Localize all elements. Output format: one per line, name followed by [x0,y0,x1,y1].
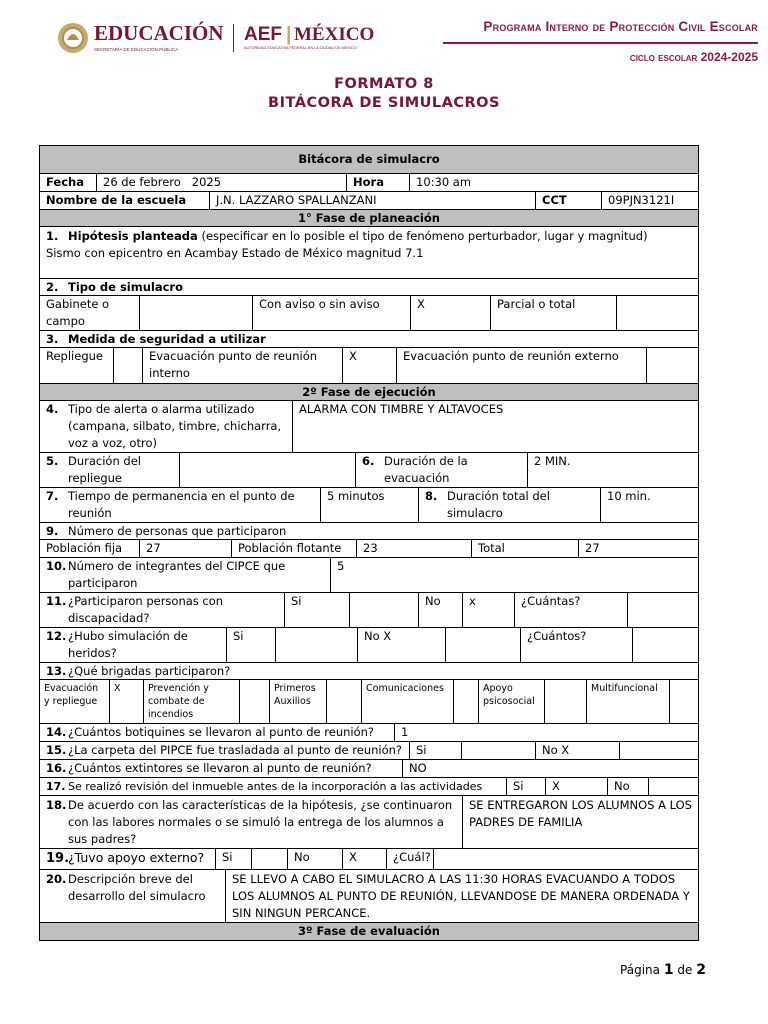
q6-label: Duración de la evacuación [384,454,468,485]
q19-cual: ¿Cuál? [387,849,434,869]
q17-label: Se realizó revisión del inmueble antes de la incorporación a las actividades [68,780,483,793]
q5-num: 5. [46,454,59,468]
q1-cell [40,227,698,278]
q8-label: Duración total del simulacro [447,489,550,520]
bitacora-table [39,145,699,941]
q12-label: ¿Hubo simulación de heridos? [68,629,188,660]
brigada-apoyo-mark[interactable] [545,680,587,723]
q12-no-extra[interactable] [446,628,521,662]
q10-value[interactable]: 5 [337,559,345,573]
brigada-evacuacion: Evacuación y repliegue [40,680,110,723]
mexico-seal-icon [58,23,88,53]
logo-aef-sub: AUTORIDAD EDUCATIVA FEDERAL EN LA CIUDAD DE MÉXICO [244,46,357,50]
q11-row [39,593,699,628]
q11-si-mark[interactable] [350,593,419,627]
brigada-evacuacion-mark[interactable]: X [110,680,144,723]
page-current: 1 [663,962,674,978]
q1-num: 1. [46,229,59,243]
escuela-value[interactable]: J.N. LAZZARO SPALLANZANI [210,192,536,209]
page-number [620,962,706,978]
brigada-apoyo: Apoyo psicosocial [479,680,545,723]
q20-label: Descripción breve del desarrollo del simulacro [68,872,206,903]
logo-educacion-text: EDUCACIÓN [94,21,224,45]
q2-mark1[interactable] [140,296,253,330]
brigadas-row [39,680,699,724]
cct-value[interactable]: 09PJN3121I [608,193,675,207]
q5-row [39,453,699,488]
q12-cuantos-value[interactable] [633,628,698,662]
q16-num: 16. [46,761,67,775]
q2-num: 2. [46,280,59,294]
brigada-multifuncional-mark[interactable] [670,680,698,723]
q10-row [39,558,699,593]
escuela-row [39,192,699,210]
q17-no-mark[interactable] [649,778,698,795]
q8-value[interactable]: 10 min. [607,489,651,503]
q7-label: Tiempo de permanencia en el punto de reunión [68,489,295,520]
q5-value[interactable] [180,453,356,487]
q13-num: 13. [46,664,67,678]
document-title: BITÁCORA DE SIMULACROS [268,95,500,111]
brigada-prevencion: Prevención y combate de incendios [144,680,240,723]
brigada-multifuncional: Multifuncional [587,680,670,723]
q20-value[interactable]: SE LLEVO A CABO EL SIMULACRO A LAS 11:30 HORAS EVACUANDO A TODOS LOS ALUMNOS AL PUNTO DE REUNIÓN, LLEVANDOSE DE MANERA ORDENADA Y SIN NINGUN PERCANCE. [232,872,690,920]
fase3-header [39,923,699,941]
format-title: FORMATO 8 [334,76,434,92]
hora-label: Hora [347,174,410,191]
q3-mark3[interactable] [647,348,698,383]
q19-cual-value[interactable] [434,849,698,869]
q11-no[interactable]: No [419,593,463,627]
q10-label: Número de integrantes del CIPCE que participaron [68,559,286,590]
poblacion-row [39,540,699,558]
q14-value[interactable]: 1 [401,725,409,739]
logo-pipe: | [286,24,292,45]
q1-note: (especificar en lo posible el tipo de fenómeno perturbador, lugar y magnitud) [201,229,648,243]
total-label: Total [472,540,579,557]
q4-value[interactable]: ALARMA CON TIMBRE Y ALTAVOCES [299,402,504,416]
brigada-primeros: Primeros Auxilios [270,680,327,723]
q15-no-extra[interactable] [620,742,698,759]
logo-mexico-text: MÉXICO [294,24,375,45]
q12-num: 12. [46,629,67,643]
q11-cuantas: ¿Cuántas? [515,593,628,627]
q2-opt-gabinete: Gabinete o campo [40,296,140,330]
q3-mark1[interactable] [114,348,143,383]
q3-opt-interno: Evacuación punto de reunión interno [143,348,343,383]
page-header [0,0,768,70]
q4-label: Tipo de alerta o alarma utilizado (campana, silbato, timbre, chicharra, voz a voz, otro) [68,402,282,450]
escuela-label: Nombre de la escuela [40,192,210,209]
q11-si[interactable]: Si [285,593,350,627]
q19-no-mark[interactable]: X [343,849,387,869]
q2-mark2[interactable]: X [411,296,491,330]
q2-row [39,279,699,296]
pob-fija-value[interactable]: 27 [140,540,232,557]
header-divider [443,42,758,44]
q16-value[interactable]: NO [409,761,427,775]
q20-row [39,870,699,923]
q11-label: ¿Participaron personas con discapacidad? [68,594,224,625]
q14-num: 14. [46,725,67,739]
q6-value[interactable]: 2 MIN. [534,454,571,468]
school-cycle [630,50,758,64]
q5-label: Duración del repliegue [68,454,141,485]
q18-row [39,796,699,849]
page-label: Página [620,963,661,977]
q13-row [39,663,699,680]
logo-aef-text: AEF [244,24,282,45]
q18-label: De acuerdo con las características de la hipótesis, ¿se continuaron con las labores normales o se simuló la entrega de los alumnos a sus padres? [68,798,453,846]
q12-no[interactable]: No X [358,628,446,662]
q15-si[interactable]: Si [410,742,462,759]
q7-row [39,488,699,523]
q19-label: ¿Tuvo apoyo externo? [68,850,205,865]
q6-num: 6. [362,454,375,468]
fase1-title: 1° Fase de planeación [298,211,440,225]
q7-num: 7. [46,489,59,503]
q11-no-mark[interactable]: x [463,593,515,627]
fecha-value[interactable]: 26 de febrero 2025 [97,174,347,191]
q4-num: 4. [46,402,59,416]
q3-options [39,348,699,384]
q14-row [39,724,699,742]
q2-opt-parcial: Parcial o total [491,296,617,330]
q19-num: 19. [46,851,70,866]
q9-num: 9. [46,524,59,538]
cct-label: CCT [536,192,602,209]
fase2-title: 2º Fase de ejecución [302,385,436,399]
cycle-value: 2024-2025 [700,50,758,64]
brigada-comunicaciones-mark[interactable] [454,680,479,723]
q8-num: 8. [425,489,438,503]
q4-row [39,401,699,453]
q9-row [39,523,699,540]
q3-opt-repliegue: Repliegue [40,348,114,383]
program-title: Programa Interno de Protección Civil Escolar [483,19,758,34]
q19-si[interactable]: Si [216,849,252,869]
q19-row [39,849,699,870]
fase2-header [39,384,699,401]
pob-flot-label: Población flotante [232,540,357,557]
q17-num: 17. [46,780,66,793]
q11-num: 11. [46,594,67,608]
q13-label: ¿Qué brigadas participaron? [68,664,231,678]
q16-label: ¿Cuántos extintores se llevaron al punto de reunión? [68,761,372,775]
q19-si-mark[interactable] [252,849,288,869]
q17-row [39,778,699,796]
logos [56,18,392,58]
cycle-label: ciclo escolar [629,50,698,64]
total-value[interactable]: 27 [585,541,600,555]
q10-num: 10. [46,559,67,573]
brigada-prevencion-mark[interactable] [240,680,270,723]
q20-num: 20. [46,872,67,886]
q2-label: Tipo de simulacro [68,280,184,294]
q3-label: Medida de seguridad a utilizar [68,332,266,346]
pob-flot-value[interactable]: 23 [357,540,472,557]
q15-label: ¿La carpeta del PIPCE fue trasladada al punto de reunión? [68,743,403,757]
q15-si-mark[interactable] [462,742,536,759]
hora-value[interactable]: 10:30 am [416,175,472,189]
q12-cuantos: ¿Cuántos? [521,628,633,662]
q2-mark3[interactable] [617,296,698,330]
pob-fija-label: Población fija [40,540,140,557]
q3-row [39,331,699,348]
brigada-primeros-mark[interactable] [327,680,362,723]
q7-value[interactable]: 5 minutos [321,488,419,522]
q2-options [39,296,699,331]
q12-si-mark[interactable] [276,628,358,662]
fase3-title: 3º Fase de evaluación [298,924,440,938]
page-total: 2 [696,962,706,978]
q1-label: Hipótesis planteada [68,229,198,243]
fecha-row [39,174,699,192]
logo-educacion-sub: SECRETARÍA DE EDUCACIÓN PÚBLICA [94,47,179,52]
table-title: Bitácora de simulacro [298,152,440,166]
q1-value[interactable]: Sismo con epicentro en Acambay Estado de México magnitud 7.1 [46,246,424,260]
q3-mark2[interactable]: X [343,348,397,383]
q17-si-mark[interactable]: X [546,778,608,795]
q12-si[interactable]: Si [227,628,276,662]
q18-value[interactable]: SE ENTREGARON LOS ALUMNOS A LOS PADRES DE FAMILIA [469,798,692,829]
q9-label: Número de personas que participaron [68,524,287,538]
q11-cuantas-value[interactable] [628,593,698,627]
q15-num: 15. [46,743,67,757]
q19-no[interactable]: No [288,849,343,869]
table-title-row [39,145,699,174]
q4-label-cell [40,401,293,452]
fase1-header [39,210,699,227]
q2-opt-aviso: Con aviso o sin aviso [253,296,411,330]
q12-row [39,628,699,663]
q1-row [39,227,699,279]
q17-no[interactable]: No [608,778,649,795]
q16-row [39,760,699,778]
page-of: de [677,963,693,977]
q15-no[interactable]: No X [536,742,620,759]
q18-num: 18. [46,798,67,812]
q14-label: ¿Cuántos botiquines se llevaron al punto de reunión? [68,725,375,739]
q15-row [39,742,699,760]
fecha-label: Fecha [40,174,97,191]
q3-num: 3. [46,332,59,346]
q3-opt-externo: Evacuación punto de reunión externo [397,348,647,383]
q17-si[interactable]: Si [507,778,546,795]
brigada-comunicaciones: Comunicaciones [362,680,454,723]
